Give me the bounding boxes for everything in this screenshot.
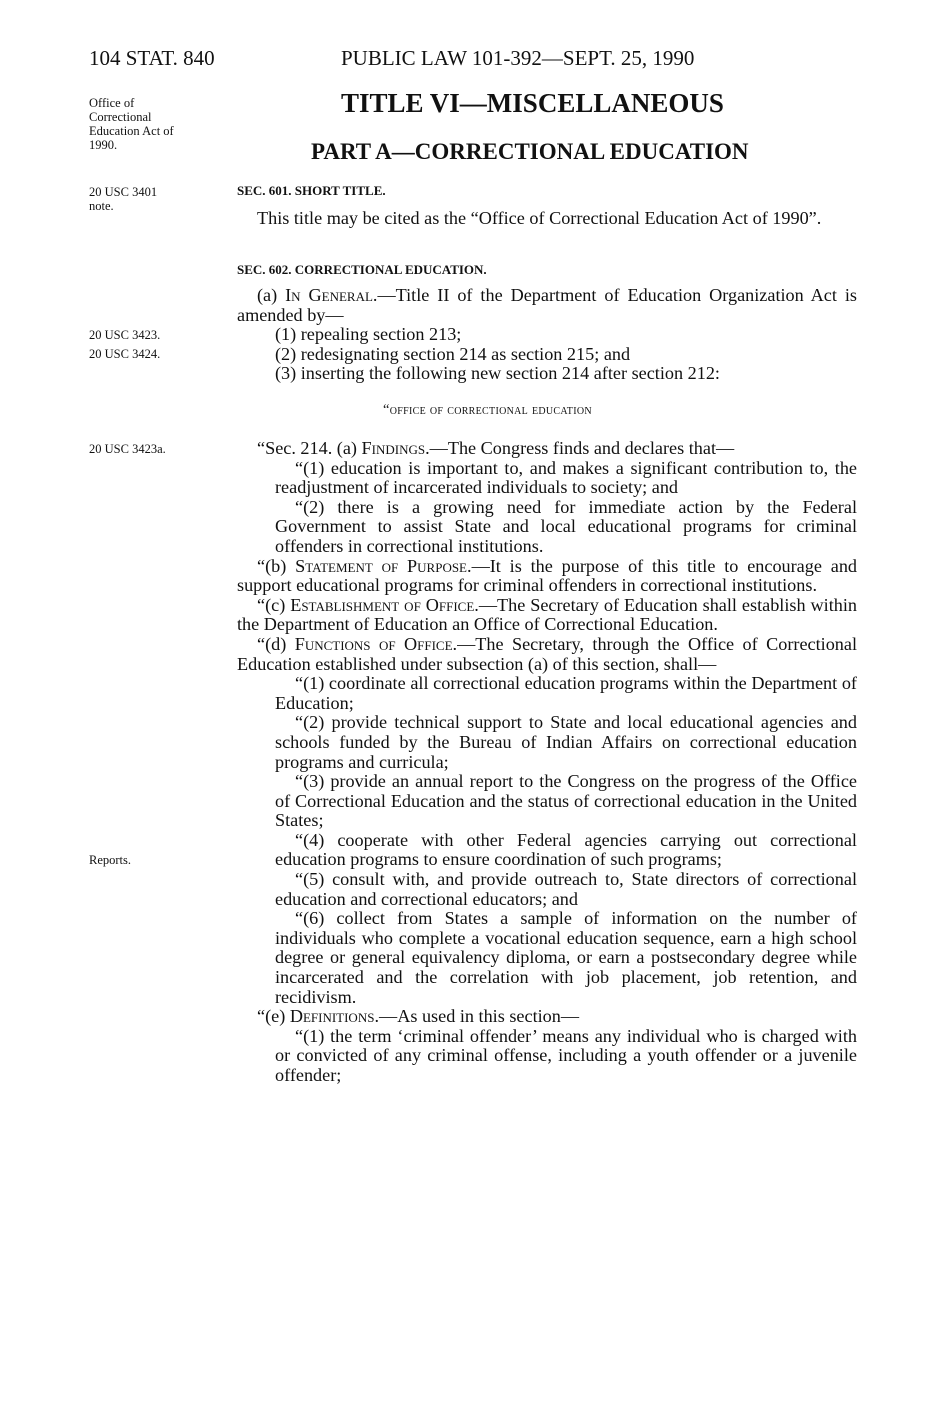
sec-602-item-2: (2) redesignating section 214 as section 215; and: [275, 343, 631, 364]
definitions-list: [237, 1027, 857, 1086]
function-4: “(4) cooperate with other Federal agencies carrying out correctional education programs to ensure coordination of such programs;: [275, 829, 857, 870]
sec-214-subsection-a: “Sec. 214. (a) Findings.—The Congress finds and declares that—: [257, 438, 735, 458]
caption-establishment-of-office: Establishment of Office: [290, 594, 475, 615]
function-5: “(5) consult with, and provide outreach to, State directors of correctional education and correctional educators; and: [275, 869, 857, 909]
caption-in-general: In General: [285, 285, 373, 305]
title-heading: TITLE VI—MISCELLANEOUS: [341, 88, 724, 118]
sec-214-subsection-e: “(e) Definitions.—As used in this section—: [257, 1006, 580, 1027]
sec-601-body: [237, 209, 857, 229]
sec-214-subsection-b: “(b) Statement of Purpose.—It is the purpose of this title to encourage and support educational programs for criminal offenders in correctional institutions.: [237, 555, 858, 596]
functions-list: [237, 674, 857, 1007]
margin-note-reports: Reports.: [89, 853, 132, 867]
inserted-section-heading: “office of correctional education: [383, 402, 592, 418]
caption-functions-of-office: Functions of Office: [294, 633, 453, 654]
sec-602-subsection-a: (a) In General.—Title II of the Department of Education Organization Act is amended by—: [237, 285, 858, 325]
finding-1: “(1) education is important to, and makes a significant contribution to, the readjustment of incarcerated individuals to society; and: [275, 457, 857, 498]
sec-601-heading: SEC. 601. SHORT TITLE.: [237, 183, 386, 198]
function-2: “(2) provide technical support to State and local educational agencies and schools funded by the Bureau of Indian Affairs on correctional education programs and curricula;: [275, 712, 857, 772]
sec-601-text: This title may be cited as the “Office of Correctional Education Act of 1990”.: [257, 208, 822, 228]
findings-list: [237, 459, 857, 557]
sec-214-subsection-c: “(c) Establishment of Office.—The Secretary of Education shall establish within the Department of Education an Office of Correctional Education.: [237, 594, 857, 635]
caption-statement-of-purpose: Statement of Purpose: [295, 555, 468, 576]
function-6: “(6) collect from States a sample of information on the number of individuals who complete a vocational education sequence, earn a high school degree or general equivalency diploma, or earn a postsecondary degree while incarcerated and the correlation with job placement, job retention, and recidivism.: [275, 908, 857, 1007]
finding-2: “(2) there is a growing need for immediate action by the Federal Government to assist State and local educational programs for criminal offenders in correctional institutions.: [275, 496, 857, 556]
definition-1: “(1) the term ‘criminal offender’ means any individual who is charged with or convicted of any criminal offense, including a youth offender or a juvenile offender;: [275, 1025, 857, 1085]
caption-definitions: Definitions: [289, 1006, 375, 1027]
caption-findings: Findings: [361, 438, 426, 458]
margin-note-usc-3423a: 20 USC 3423a.: [89, 442, 166, 456]
running-head: PUBLIC LAW 101-392—SEPT. 25, 1990: [341, 46, 695, 70]
margin-note-usc-3401: 20 USC 3401 note.: [89, 185, 158, 213]
function-3: “(3) provide an annual report to the Congress on the progress of the Office of Correctional Education and the status of correctional education in the United States;: [275, 771, 857, 831]
margin-note-usc-3424: 20 USC 3424.: [89, 347, 161, 361]
sec-214-body: [237, 439, 857, 1086]
sec-602-body: [237, 286, 857, 384]
function-1: “(1) coordinate all correctional education programs within the Department of Education;: [275, 673, 857, 713]
sec-602-heading: SEC. 602. CORRECTIONAL EDUCATION.: [237, 262, 487, 277]
sec-602-item-3: (3) inserting the following new section 214 after section 212:: [275, 363, 720, 384]
sec-214-subsection-d: “(d) Functions of Office.—The Secretary, through the Office of Correctional Education established under subsection (a) of this section, shall—: [237, 633, 858, 674]
margin-note-usc-3423: 20 USC 3423.: [89, 328, 161, 342]
part-heading: PART A—CORRECTIONAL EDUCATION: [311, 139, 749, 164]
margin-note-act-name: Office of Correctional Education Act of 1990.: [89, 96, 174, 152]
sec-602-item-1: (1) repealing section 213;: [275, 324, 462, 345]
page-number: 104 STAT. 840: [89, 46, 215, 70]
